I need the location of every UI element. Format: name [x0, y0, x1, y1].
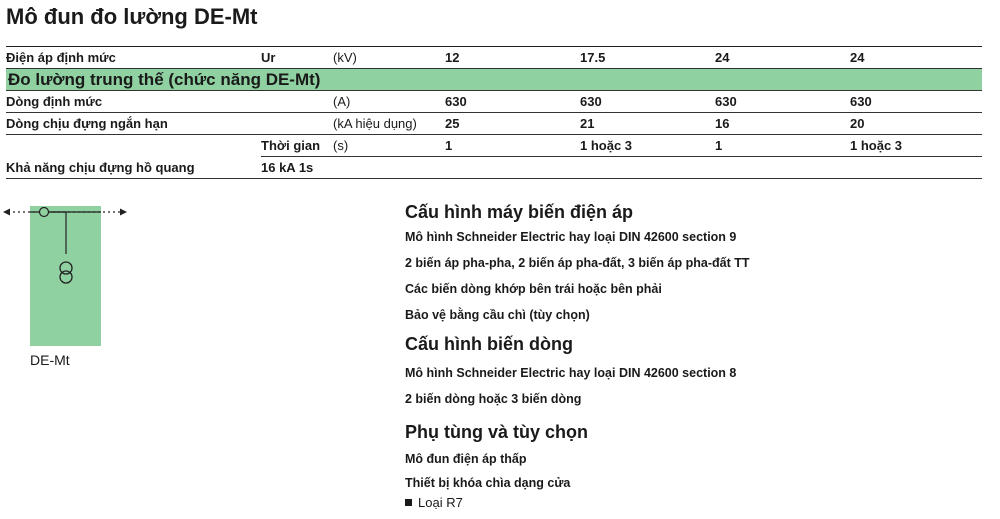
- row-label: Dòng chịu đựng ngắn hạn: [6, 113, 261, 135]
- bullet-text: Loại R7: [418, 495, 463, 510]
- cell-value: 630: [850, 91, 982, 113]
- vt-line: Bảo vệ bằng cầu chì (tùy chọn): [405, 308, 590, 322]
- row-rated-voltage: [6, 47, 982, 69]
- vt-heading: Cấu hình máy biến điện áp: [405, 202, 634, 222]
- spec-table: [6, 47, 982, 179]
- cell-value: 24: [850, 47, 982, 69]
- row-label: Khả năng chịu đựng hồ quang: [6, 157, 261, 179]
- cell-value: 1 hoặc 3: [850, 135, 982, 157]
- cell-value: 1 hoặc 3: [580, 135, 715, 157]
- accessories-line: Thiết bị khóa chìa dạng cửa: [405, 476, 571, 490]
- row-time: [6, 135, 982, 157]
- row-unit: (A): [333, 91, 445, 113]
- config-column: [405, 200, 985, 512]
- row-rated-current: [6, 91, 982, 113]
- vt-line: Mô hình Schneider Electric hay loại DIN 42600 section 9: [405, 230, 737, 244]
- ct-heading: Cấu hình biến dòng: [405, 334, 573, 354]
- arrow-left-icon: [3, 209, 10, 216]
- voltage-transformer-icon: [0, 196, 140, 371]
- cell-value: 24: [715, 47, 850, 69]
- page-title: Mô đun đo lường DE-Mt: [6, 4, 258, 29]
- row-symbol: [261, 91, 333, 113]
- row-unit: (kA hiệu dụng): [333, 113, 445, 135]
- row-label: Điện áp định mức: [6, 47, 261, 69]
- accessories-bullet: [405, 494, 985, 512]
- accessories-line: Mô đun điện áp thấp: [405, 452, 527, 466]
- de-mt-diagram: [0, 196, 140, 371]
- row-unit: (kV): [333, 47, 445, 69]
- cell-value: 17.5: [580, 47, 715, 69]
- row-label: Thời gian: [261, 135, 333, 157]
- band-label: Đo lường trung thế (chức năng DE-Mt): [6, 69, 982, 91]
- row-label: Dòng định mức: [6, 91, 261, 113]
- row-symbol: [261, 113, 333, 135]
- cell-value: 12: [445, 47, 580, 69]
- row-unit: (s): [333, 135, 445, 157]
- ct-line: Mô hình Schneider Electric hay loại DIN 42600 section 8: [405, 366, 737, 380]
- row-short-time: [6, 113, 982, 135]
- ct-line: 2 biến dòng hoặc 3 biến dòng: [405, 392, 582, 406]
- cell-value: 16: [715, 113, 850, 135]
- cell-value: 630: [445, 91, 580, 113]
- cell-value: 630: [580, 91, 715, 113]
- accessories-heading: Phụ tùng và tùy chọn: [405, 422, 588, 442]
- section-band: [6, 69, 982, 91]
- cell-value: 25: [445, 113, 580, 135]
- vt-line: 2 biến áp pha-pha, 2 biến áp pha-đất, 3 biến áp pha-đất TT: [405, 256, 750, 270]
- square-bullet-icon: [405, 499, 412, 506]
- row-symbol: Ur: [261, 47, 333, 69]
- vt-line: Các biến dòng khớp bên trái hoặc bên phải: [405, 282, 662, 296]
- cell-value: 16 kA 1s: [261, 157, 982, 179]
- row-arc: [6, 157, 982, 179]
- cell-value: 1: [715, 135, 850, 157]
- diagram-caption: DE-Mt: [30, 352, 70, 368]
- arrow-right-icon: [120, 209, 127, 216]
- cell-value: 1: [445, 135, 580, 157]
- cell-value: 630: [715, 91, 850, 113]
- row-label-empty: [6, 135, 261, 157]
- cell-value: 21: [580, 113, 715, 135]
- cell-value: 20: [850, 113, 982, 135]
